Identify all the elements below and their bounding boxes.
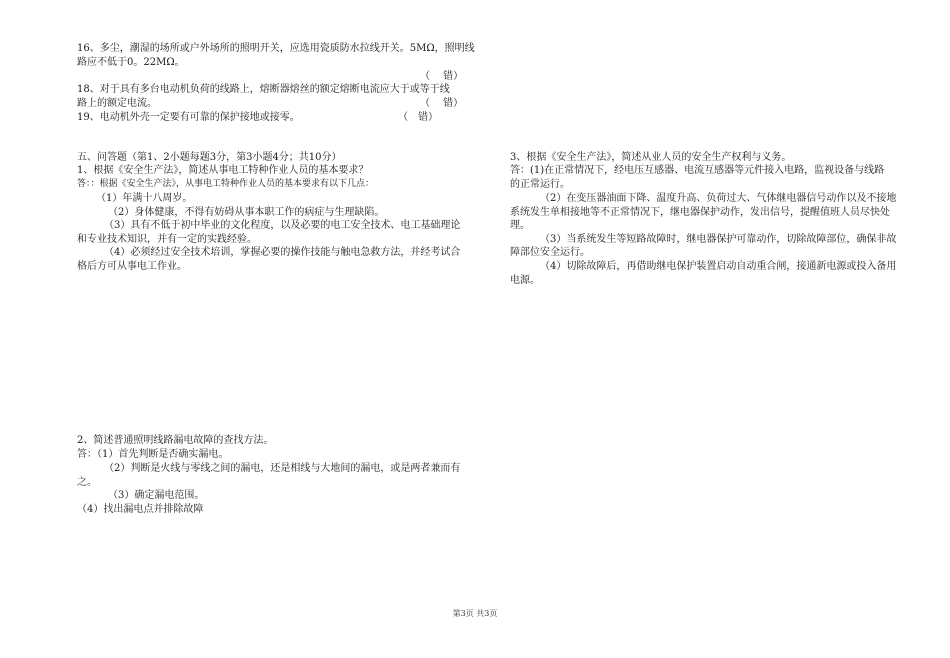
q2-point-2-line-1: （2）判断是火线与零线之间的漏电，还是相线与大地间的漏电，或是两者兼而有	[104, 463, 461, 474]
q16-line-2: 路应不低于0。22MΩ。	[77, 57, 185, 68]
q2-point-3: （3）确定漏电范围。	[108, 490, 205, 501]
q18-line-1: 18、对于具有多台电动机负荷的线路上，熔断器熔丝的额定熔断电流应大于或等于线	[77, 84, 450, 95]
q3-point-2-line-2: 系统发生单相接地等不正常情况下，继电器保护动作，发出信号，提醒值班人员尽快处	[510, 207, 890, 218]
q3-point-2-line-3: 理。	[510, 220, 530, 231]
q3-point-2-line-1: （2）在变压器油面下降、温度升高、负荷过大、气体继电器信号动作以及不接地	[540, 193, 897, 204]
q2-point-2-line-2: 之。	[77, 477, 97, 488]
q18-line-2: 路上的额定电流。	[77, 98, 157, 109]
q2-question: 2、简述普通照明线路漏电故障的查找方法。	[77, 435, 274, 446]
section-heading: 五、问答题（第1、2小题每题3分，第3小题4分；共10分）	[77, 152, 342, 163]
q3-point-3-line-1: （3）当系统发生等短路故障时，继电器保护可靠动作，切除故障部位，确保非故	[540, 234, 897, 245]
q1-answer-intro: 答：：根据《安全生产法》，从事电工特种作业人员的基本要求有以下几点：	[77, 179, 375, 189]
q16-mark: （ 错）	[420, 71, 464, 82]
q3-answer-1-line-1: 答：(1)在正常情况下，经电压互感器、电流互感器等元件接入电路，监视设备与线路	[510, 165, 885, 176]
q2-point-4: （4）找出漏电点并排除故障	[77, 504, 204, 515]
q3-answer-1-line-2: 的正常运行。	[510, 179, 570, 190]
q19-line: 19、电动机外壳一定要有可靠的保护接地或接零。	[77, 112, 300, 123]
q19-mark: （ 错）	[398, 112, 438, 123]
q3-point-4-line-1: （4）切除故障后，再借助继电保护装置启动自动重合闸，接通新电源或投入备用	[540, 261, 897, 272]
q18-mark: （ 错）	[420, 98, 464, 109]
q1-point-4-line-1: （4）必须经过安全技术培训，掌握必要的操作技能与触电急救方法，并经考试合	[104, 247, 461, 258]
q1-point-3-line-2: 和专业技术知识，并有一定的实践经验。	[77, 234, 257, 245]
q1-point-3-line-1: （3）具有不低于初中毕业的文化程度，以及必要的电工安全技术、电工基础理论	[104, 220, 461, 231]
q3-question: 3、根据《安全生产法》，简述从业人员的安全生产权利与义务。	[510, 152, 792, 163]
q16-line-1: 16、多尘，潮湿的场所或户外场所的照明开关，应选用瓷质防水拉线开关。5MΩ，照明线	[77, 43, 475, 54]
q1-question: 1、根据《安全生产法》，简述从事电工特种作业人员的基本要求？	[77, 165, 369, 176]
q1-point-4-line-2: 格后方可从事电工作业。	[77, 261, 187, 272]
page-number: 第3页 共3页	[452, 609, 498, 618]
q3-point-3-line-2: 障部位安全运行。	[510, 247, 590, 258]
q2-answer-1: 答：（1）首先判断是否确实漏电。	[77, 449, 229, 460]
q1-point-2: （2）身体健康，不得有妨碍从事本职工作的病症与生理缺陷。	[108, 207, 385, 218]
q1-point-1: （1）年满十八周岁。	[96, 193, 193, 204]
q3-point-4-line-2: 电源。	[510, 275, 540, 286]
